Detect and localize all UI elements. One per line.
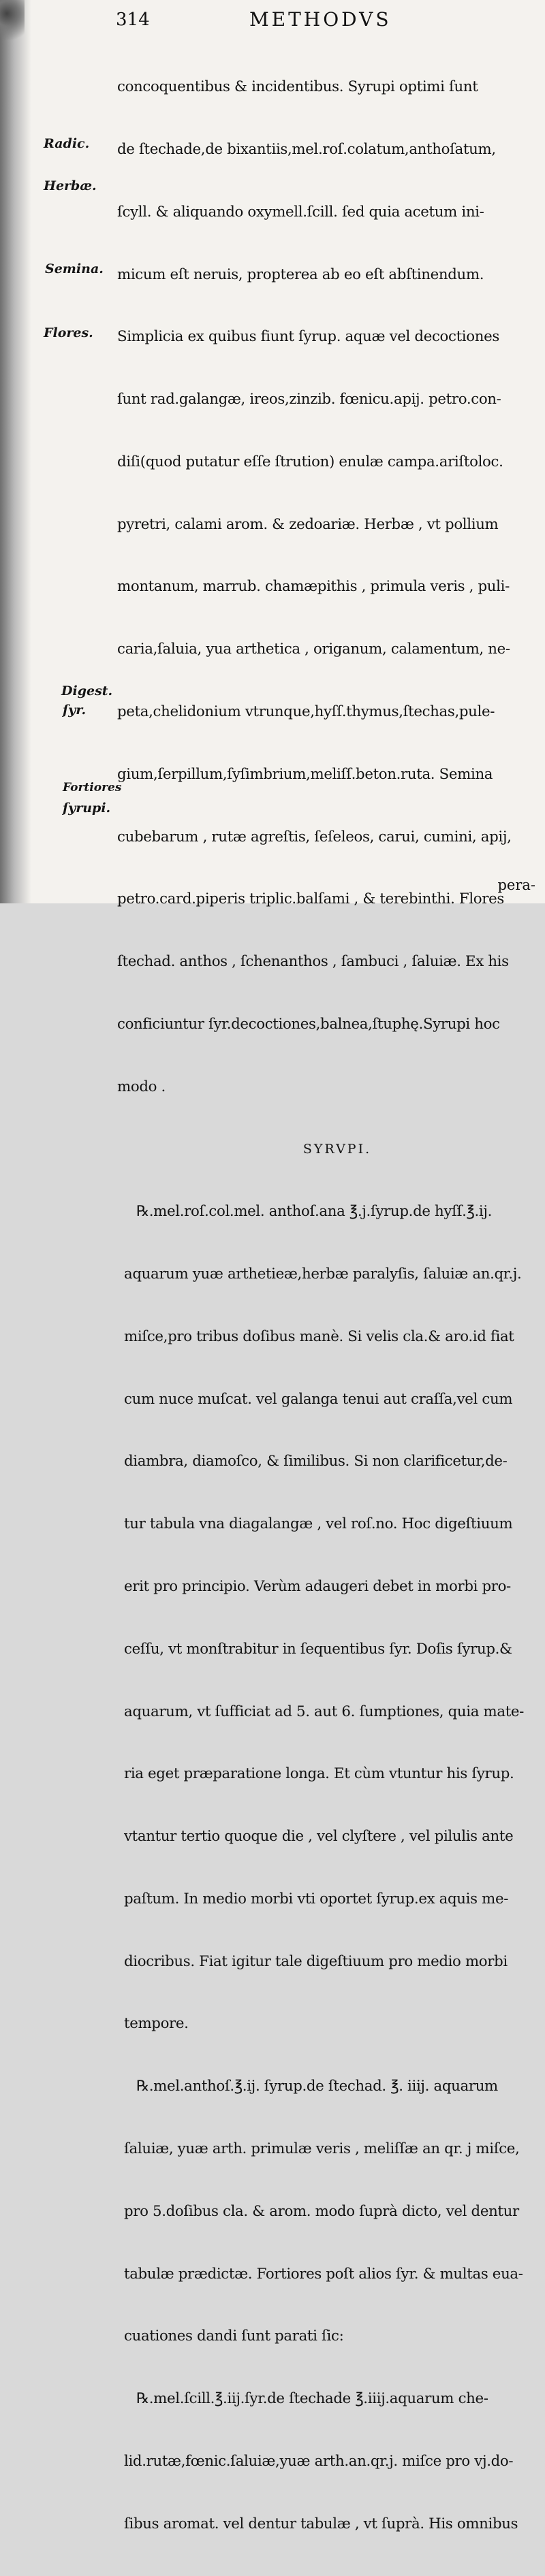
text-line: diocribus. Fiat igitur tale digeſtiuum pro medio morbi	[124, 1952, 508, 1970]
main-text-block	[117, 35, 540, 2576]
text-line: ſibus aromat. vel dentur tabulæ , vt ſuprà. His omnibus	[124, 2515, 518, 2532]
text-line: micum eſt neruis, propterea ab eo eſt abſtinendum.	[117, 265, 484, 283]
text-line: lid.rutæ,fœnic.ſaluiæ,yuæ arth.an.qr.j. miſce pro vj.do-	[124, 2452, 514, 2470]
text-line: conficiuntur ſyr.decoctiones,balnea,ſtuphę.Syrupi hoc	[117, 1015, 500, 1033]
text-line: de ſtechade,de bixantiis,mel.roſ.colatum,anthoſatum,	[117, 140, 496, 158]
text-line: tempore.	[124, 2015, 189, 2033]
text-line: tabulæ prædictæ. Fortiores poſt alios ſyr. & multas eua-	[124, 2265, 523, 2283]
text-line: peta,chelidonium vtrunque,hyſſ.thymus,ſtechas,pule-	[117, 703, 495, 720]
margin-note-fortiores: Fortiores	[63, 781, 122, 794]
text-line: ſtechad. anthos , ſchenanthos , ſambuci , ſaluiæ. Ex his	[117, 953, 509, 971]
margin-note-syr: ſyr.	[63, 703, 87, 718]
text-line: pro 5.doſibus cla. & arom. modo ſuprà dicto, vel dentur	[124, 2202, 519, 2220]
text-line: ſaluiæ, yuæ arth. primulæ veris , meliſſæ an qr. j miſce,	[124, 2140, 520, 2157]
text-line: miſce,pro tribus doſibus manè. Si velis cla.& aro.id fiat	[124, 1327, 514, 1345]
text-line: diſi(quod putatur eſſe ſtrution) enulæ campa.ariſtoloc.	[117, 453, 503, 470]
text-line: cubebarum , rutæ agreſtis, ſeſeleos, carui, cumini, apij,	[117, 828, 512, 846]
catchword: pera-	[497, 877, 535, 893]
text-line: vtantur tertio quoque die , vel clyſtere , vel pilulis ante	[124, 1828, 514, 1846]
text-line: pyretri, calami arom. & zedoariæ. Herbæ , vt pollium	[117, 515, 499, 533]
text-line: ℞.mel.ſcill.℥.iij.ſyr.de ſtechade ℥.iiij.aquarum che-	[136, 2390, 488, 2408]
text-line: aquarum, vt ſufficiat ad 5. aut 6. ſumptiones, quia mate-	[124, 1703, 525, 1720]
text-line: ria eget præparatione longa. Et cùm vtuntur his ſyrup.	[124, 1765, 514, 1783]
margin-note-herbae: Herbæ.	[44, 178, 97, 193]
text-line: ℞.mel.anthoſ.℥.ij. ſyrup.de ſtechad. ℥. iiij. aquarum	[136, 2078, 498, 2095]
text-line: ſcyll. & aliquando oxymell.ſcill. ſed quia acetum ini-	[117, 203, 484, 221]
text-line: cuationes dandi ſunt parati ſic:	[124, 2328, 344, 2345]
text-line: cum nuce muſcat. vel galanga tenui aut craſſa,vel cum	[124, 1390, 513, 1408]
text-line: modo .	[117, 1078, 166, 1095]
gutter-shadow	[0, 0, 31, 903]
running-title: METHODVS	[249, 8, 392, 31]
section-title: SYRVPI.	[302, 1142, 372, 1157]
text-line: petro.card.piperis triplic.balſami , & terebinthi. Flores	[117, 890, 504, 908]
page-number: 314	[116, 10, 150, 30]
text-line: Simplicia ex quibus fiunt ſyrup. aquæ vel decoctiones	[117, 328, 499, 346]
margin-note-radic: Radic.	[44, 136, 90, 151]
margin-note-syrupi: ſyrupi.	[63, 801, 111, 816]
text-line: gium,ſerpillum,ſyſimbrium,meliſſ.beton.ruta. Semina	[117, 765, 493, 783]
margin-note-digest: Digest.	[61, 683, 113, 698]
text-line: ceſſu, vt monſtrabitur in ſequentibus ſyr. Doſis ſyrup.&	[124, 1640, 512, 1658]
text-line: montanum, marrub. chamæpithis , primula veris , puli-	[117, 578, 510, 596]
ink-stain	[0, 0, 25, 41]
text-line: diambra, diamoſco, & ſimilibus. Si non clarificetur,de-	[124, 1453, 508, 1470]
text-line: ℞.mel.roſ.col.mel. anthoſ.ana ℥.j.ſyrup.de hyſſ.℥.ij.	[136, 1203, 493, 1221]
text-line: caria,ſaluia, yua arthetica , origanum, calamentum, ne-	[117, 641, 510, 658]
text-line: paſtum. In medio morbi vti oportet ſyrup.ex aquis me-	[124, 1890, 509, 1907]
text-line: erit pro principio. Verùm adaugeri debet in morbi pro-	[124, 1577, 511, 1595]
text-line: concoquentibus & incidentibus. Syrupi optimi ſunt	[117, 78, 478, 96]
text-line: aquarum yuæ arthetieæ,herbæ paralyſis, ſaluiæ an.qr.j.	[124, 1266, 522, 1283]
page-header	[116, 5, 531, 33]
text-line: ſunt rad.galangæ, ireos,zinzib. fœnicu.apij. petro.con-	[117, 391, 501, 408]
text-line: tur tabula vna diagalangæ , vel roſ.no. Hoc digeſtiuum	[124, 1515, 513, 1533]
margin-note-semina: Semina.	[45, 261, 104, 276]
margin-note-flores: Flores.	[44, 325, 93, 340]
